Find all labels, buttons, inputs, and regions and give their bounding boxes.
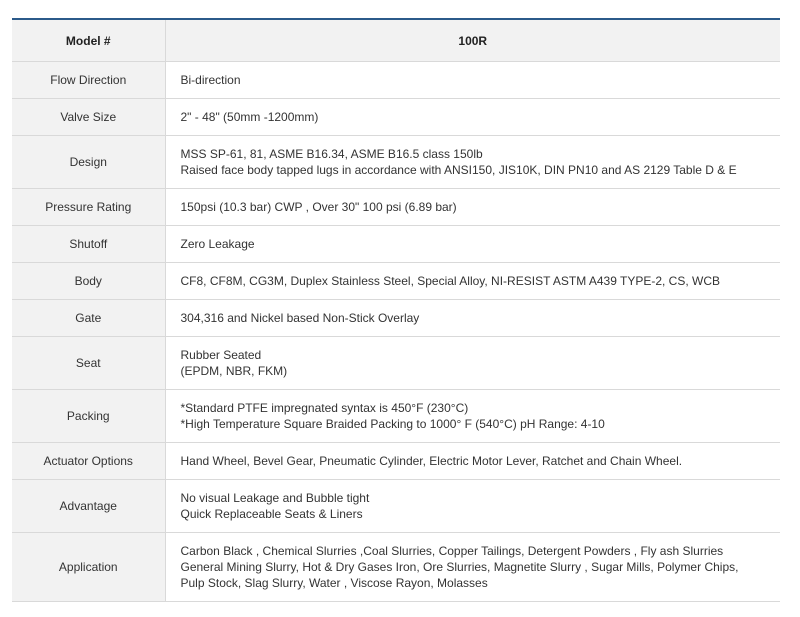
row-label: Shutoff — [12, 226, 165, 263]
table-row — [12, 390, 780, 443]
row-label: Seat — [12, 337, 165, 390]
table-row — [12, 99, 780, 136]
header-value: 100R — [165, 19, 780, 62]
row-label: Advantage — [12, 480, 165, 533]
table-row — [12, 189, 780, 226]
row-value-line: Rubber Seated — [180, 348, 262, 362]
table-row — [12, 443, 780, 480]
spec-table — [12, 18, 780, 602]
table-row — [12, 136, 780, 189]
row-value-line: CF8, CF8M, CG3M, Duplex Stainless Steel, Special Alloy, NI-RESIST ASTM A439 TYPE-2, CS, WCB — [180, 274, 721, 288]
row-value-line: Pulp Stock, Slag Slurry, Water , Viscose Rayon, Molasses — [180, 576, 488, 590]
row-label: Pressure Rating — [12, 189, 165, 226]
table-row — [12, 226, 780, 263]
row-value-line: *Standard PTFE impregnated syntax is 450°F (230°C) — [180, 401, 469, 415]
row-value-line: General Mining Slurry, Hot & Dry Gases Iron, Ore Slurries, Magnetite Slurry , Sugar Mills, Polymer Chips, — [180, 560, 739, 574]
row-value — [165, 300, 780, 337]
row-value — [165, 99, 780, 136]
row-label: Body — [12, 263, 165, 300]
row-value-line: (EPDM, NBR, FKM) — [180, 364, 288, 378]
table-row — [12, 337, 780, 390]
row-label: Gate — [12, 300, 165, 337]
row-value-line: Zero Leakage — [180, 237, 255, 251]
row-value — [165, 480, 780, 533]
row-value-line: Carbon Black , Chemical Slurries ,Coal Slurries, Copper Tailings, Detergent Powders , Fly ash Slurries — [180, 544, 724, 558]
row-label: Design — [12, 136, 165, 189]
row-value — [165, 337, 780, 390]
row-value-line: Raised face body tapped lugs in accordance with ANSI150, JIS10K, DIN PN10 and AS 2129 Table D & E — [180, 163, 737, 177]
row-value-line: Bi-direction — [180, 73, 241, 87]
row-value-line: 150psi (10.3 bar) CWP , Over 30" 100 psi (6.89 bar) — [180, 200, 457, 214]
row-value — [165, 390, 780, 443]
table-row — [12, 480, 780, 533]
row-value — [165, 226, 780, 263]
row-value-line: *High Temperature Square Braided Packing to 1000° F (540°C) pH Range: 4-10 — [180, 417, 605, 431]
row-value — [165, 62, 780, 99]
row-value — [165, 136, 780, 189]
row-value-line: Hand Wheel, Bevel Gear, Pneumatic Cylinder, Electric Motor Lever, Ratchet and Chain Wheel. — [180, 454, 683, 468]
row-label: Application — [12, 533, 165, 602]
row-value-line: No visual Leakage and Bubble tight — [180, 491, 370, 505]
row-label: Valve Size — [12, 99, 165, 136]
row-value-line: 304,316 and Nickel based Non-Stick Overlay — [180, 311, 420, 325]
row-value — [165, 189, 780, 226]
row-value-line: MSS SP-61, 81, ASME B16.34, ASME B16.5 class 150lb — [180, 147, 483, 161]
row-value — [165, 443, 780, 480]
row-label: Actuator Options — [12, 443, 165, 480]
row-label: Packing — [12, 390, 165, 443]
table-row — [12, 62, 780, 99]
row-label: Flow Direction — [12, 62, 165, 99]
table-row — [12, 300, 780, 337]
row-value — [165, 263, 780, 300]
row-value — [165, 533, 780, 602]
header-label: Model # — [12, 19, 165, 62]
row-value-line: Quick Replaceable Seats & Liners — [180, 507, 363, 521]
table-row — [12, 533, 780, 602]
row-value-line: 2" - 48" (50mm -1200mm) — [180, 110, 319, 124]
table-row — [12, 263, 780, 300]
table-header-row — [12, 19, 780, 62]
